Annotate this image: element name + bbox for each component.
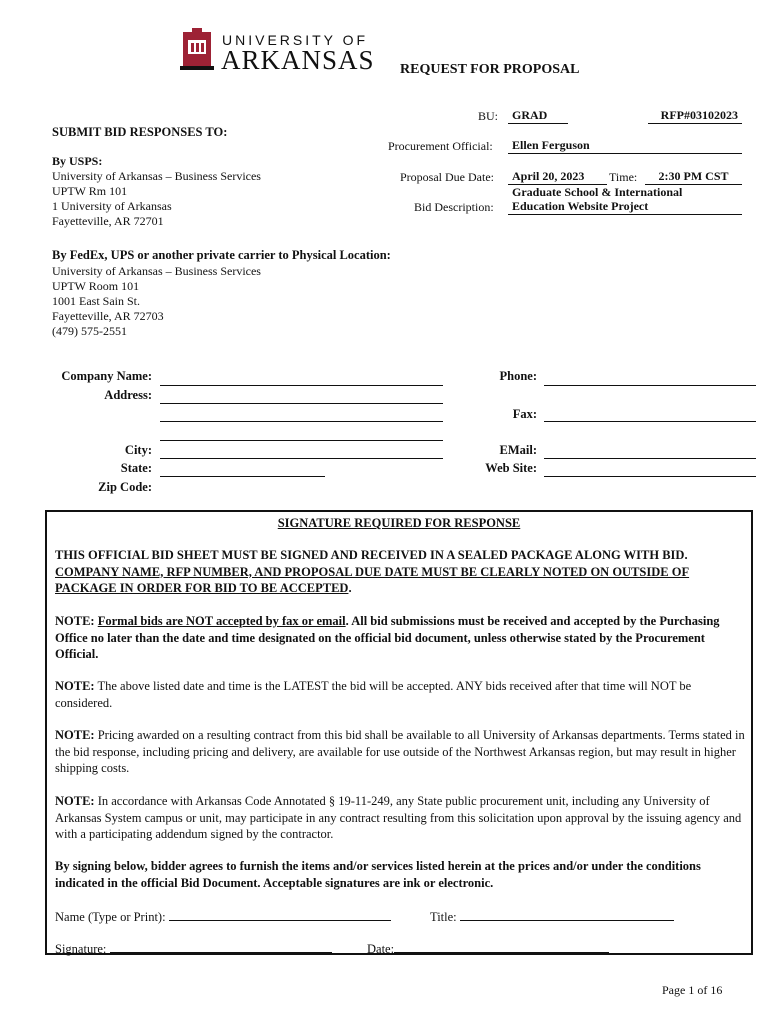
title-row [430,908,674,925]
usps-address-line: Fayetteville, AR 72701 [52,214,164,228]
bidder-agreement: By signing below, bidder agrees to furnish the items and/or services listed herein at the prices and/or under the conditions indicated in the official Bid Document. Acceptable signatures are ink or electronic. [55,859,701,890]
bid-description-line2: Education Website Project [508,199,742,215]
note-pricing-text: Pricing awarded on a resulting contract from this bid shall be available to all University of Arkansas departments. Terms stated in the bid response, including pricing and delivery, are available for use outside of the Northwest Arkansas region, but may result in higher shipping costs. [55,728,745,775]
due-date-value: April 20, 2023 [508,169,607,185]
carrier-address-line: UPTW Room 101 [52,279,140,293]
note-formal-bids-text: All bid submissions must be received and accepted by the Purchasing Office no later than the date and time designated on the official bid document, unless otherwise stated by the Procurement Official. [55,614,720,661]
usps-label: By USPS: [52,154,103,168]
rfp-number: RFP#03102023 [648,108,742,124]
carrier-address-line: 1001 East Sain St. [52,294,141,308]
title-label: Title: [430,910,457,924]
address-label: Address: [104,388,152,402]
document-title: REQUEST FOR PROPOSAL [400,62,580,77]
signature-field[interactable] [110,940,332,953]
carrier-address-block [52,264,261,339]
signature-label: Signature: [55,942,107,956]
university-logo [180,28,375,76]
note-latest-time [55,678,745,711]
name-label: Name (Type or Print): [55,910,166,924]
city-field[interactable] [160,458,443,459]
date-field[interactable] [394,940,609,953]
official-label: Procurement Official: [388,139,493,153]
state-field[interactable] [160,476,325,477]
company-name-label: Company Name: [61,369,152,383]
note-label: NOTE: [55,614,95,628]
address-field-line-2[interactable] [160,421,443,422]
fax-field[interactable] [544,421,756,422]
email-label: EMail: [499,443,537,457]
address-field-line-3[interactable] [160,440,443,441]
address-field-line-1[interactable] [160,403,443,404]
date-row [367,940,609,957]
name-row [55,908,391,925]
phone-field[interactable] [544,385,756,386]
name-field[interactable] [169,908,391,921]
official-notice-part2: COMPANY NAME, RFP NUMBER, AND PROPOSAL DUE DATE MUST BE CLEARLY NOTED ON OUTSIDE OF PACKAGE IN ORDER FOR BID TO BE ACCEPTED [55,564,690,595]
official-notice-part1: THIS OFFICIAL BID SHEET MUST BE SIGNED AND RECEIVED IN A SEALED PACKAGE ALONG WITH BID. [55,548,688,562]
website-label: Web Site: [485,461,537,475]
carrier-address-line: (479) 575-2551 [52,324,127,338]
state-label: State: [120,461,152,475]
submit-heading: SUBMIT BID RESPONSES TO: [52,125,228,139]
note-latest-time-text: The above listed date and time is the LATEST the bid will be accepted. ANY bids received after that time will NOT be considered. [55,679,692,710]
note-arkansas-code-text: In accordance with Arkansas Code Annotated § 19-11-249, any State public procurement unit, including any University of Arkansas System campus or unit, may participate in any contract resulting from this solicitation upon approval by the issuing agency and with a participating addendum signed by the contractor. [55,794,742,841]
title-field[interactable] [460,908,674,921]
due-date-label: Proposal Due Date: [400,170,494,184]
usps-address-line: UPTW Rm 101 [52,184,128,198]
old-main-building-icon [180,28,214,72]
carrier-address-line: Fayetteville, AR 72703 [52,309,164,323]
note-arkansas-code [55,793,745,843]
date-label: Date: [367,942,395,956]
time-label: Time: [609,170,638,184]
official-value: Ellen Ferguson [508,138,742,154]
note-label: NOTE: [55,728,95,742]
time-value: 2:30 PM CST [645,169,742,185]
page-number: Page 1 of 16 [662,983,723,997]
email-field[interactable] [544,458,756,459]
official-bid-sheet-notice: THIS OFFICIAL BID SHEET MUST BE SIGNED AND RECEIVED IN A SEALED PACKAGE ALONG WITH BID. COMPANY NAME, RFP NUMBER, AND PROPOSAL DUE DATE MUST BE CLEARLY NOTED ON OUTSIDE OF PACKAGE IN ORDER FOR BID TO BE ACCEPTED. [55,548,690,595]
note-label: NOTE: [55,679,95,693]
phone-label: Phone: [499,369,537,383]
carrier-label: By FedEx, UPS or another private carrier to Physical Location: [52,248,391,262]
carrier-address-line: University of Arkansas – Business Services [52,264,261,278]
note-label: NOTE: [55,794,95,808]
note-formal-bids: NOTE: Formal bids are NOT accepted by fax or email. All bid submissions must be received and accepted by the Purchasing Office no later than the date and time designated on the official bid document, unless otherwise stated by the Procurement Official. [55,614,720,661]
zip-code-label: Zip Code: [98,480,152,494]
city-label: City: [124,443,152,457]
bid-description-label: Bid Description: [414,200,494,214]
bu-value: GRAD [508,108,568,124]
note-formal-bids-underlined: Formal bids are NOT accepted by fax or email [97,614,346,628]
usps-address-line: University of Arkansas – Business Services [52,169,261,183]
logo-line2: ARKANSAS [221,45,375,75]
fax-label: Fax: [512,407,537,421]
usps-address-line: 1 University of Arkansas [52,199,172,213]
signature-row [55,940,332,957]
signature-box-title: SIGNATURE REQUIRED FOR RESPONSE [277,516,521,530]
signature-box [45,510,753,955]
logo-line1: UNIVERSITY OF [222,32,369,48]
note-pricing [55,727,745,777]
website-field[interactable] [544,476,756,477]
usps-address-block [52,154,261,229]
bid-description-line1: Graduate School & International [512,185,683,199]
bu-label: BU: [478,109,499,123]
company-name-field[interactable] [160,385,443,386]
